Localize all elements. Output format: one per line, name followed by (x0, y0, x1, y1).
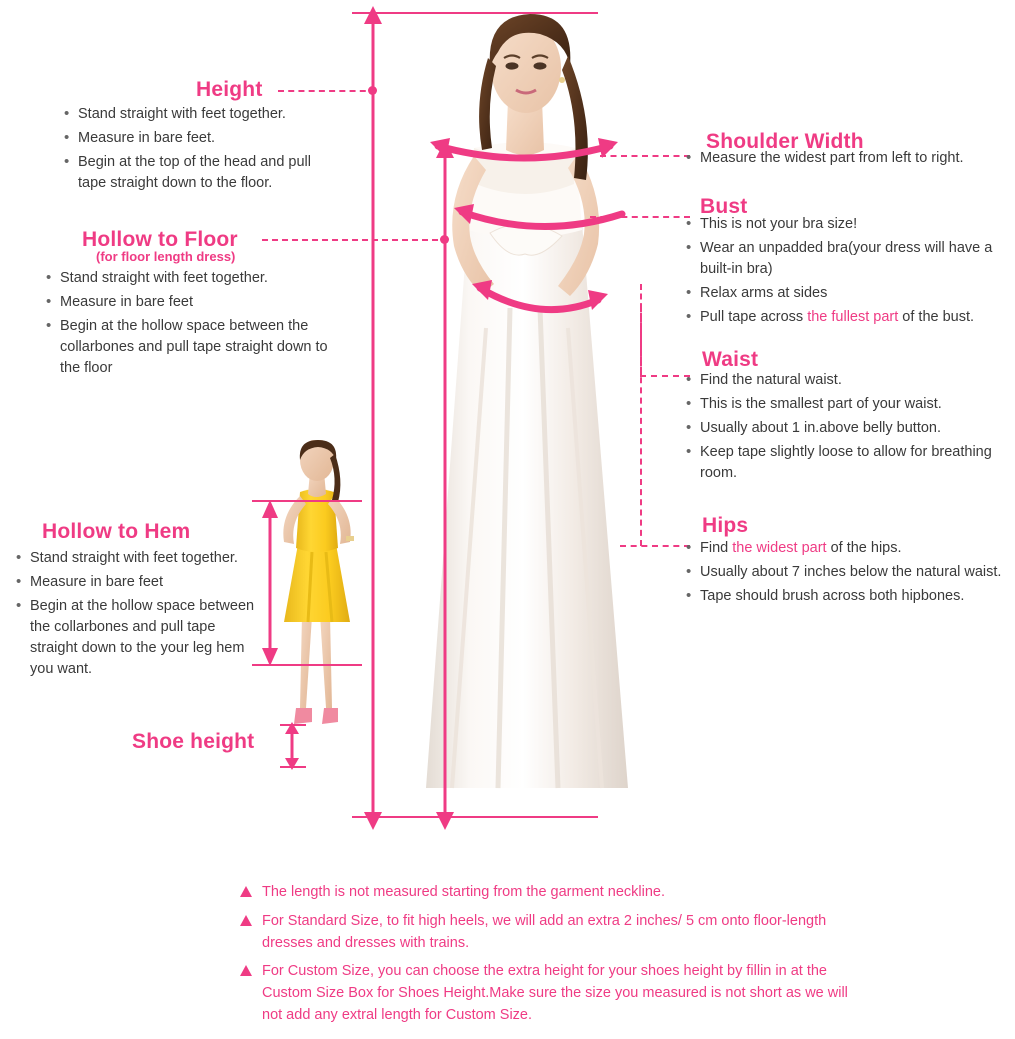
list-item: • Usually about 7 inches below the natural waist. (684, 562, 1014, 583)
note-item (240, 911, 860, 955)
hollow-to-floor-anchor-dot (440, 235, 449, 244)
hollow-to-floor-bullets (44, 268, 334, 382)
height-leader-line (278, 90, 376, 92)
list-item: • This is not your bra size! (684, 214, 1014, 235)
footer-notes (240, 882, 860, 1034)
list-item-hips-widest (684, 538, 1014, 559)
list-item: • Tape should brush across both hipbones. (684, 586, 1014, 607)
height-measure-line (358, 4, 388, 832)
note-text: The length is not measured starting from the garment neckline. (262, 884, 665, 900)
hollow-to-floor-subtitle: (for floor length dress) (96, 249, 236, 264)
warning-triangle-icon (240, 915, 252, 926)
list-item: • Wear an unpadded bra(your dress will have a built-in bra) (684, 238, 1014, 280)
bust-last-suffix: of the bust. (898, 309, 975, 326)
hips-first-prefix: Find (700, 540, 733, 556)
hollow-to-hem-bullets (14, 548, 264, 683)
list-item: • Find the natural waist. (684, 370, 1014, 391)
bust-bullets (684, 214, 1014, 331)
list-item: • This is the smallest part of your waist. (684, 394, 1014, 415)
warning-triangle-icon (240, 886, 252, 897)
list-item: • Measure the widest part from left to right. (684, 148, 1014, 169)
bust-last-highlight: the fullest part (807, 309, 899, 326)
waist-leader-horizontal (640, 375, 690, 377)
hips-title: Hips (702, 514, 749, 537)
warning-triangle-icon (240, 965, 252, 976)
note-text: For Custom Size, you can choose the extra height for your shoes height by fillin in at the Custom Size Box for Shoes Height.Make sure the size you measured is not short as we will not add any extral length for Custom Size. (262, 963, 848, 1023)
shoe-height-bottom-rule (280, 766, 306, 768)
bust-title: Bust (700, 195, 748, 218)
shoulder-width-bullets (684, 148, 1014, 172)
height-anchor-dot (368, 86, 377, 95)
list-item: • Begin at the hollow space between the collarbones and pull tape straight down to the your leg hem you want. (14, 596, 264, 680)
waist-measure (470, 278, 610, 326)
height-title: Height (196, 78, 263, 101)
bust-measure (452, 200, 632, 240)
hips-leader-vertical (640, 306, 642, 546)
bust-last-prefix: Pull tape across (700, 309, 808, 326)
list-item: • Keep tape slightly loose to allow for breathing room. (684, 442, 1014, 484)
note-text: For Standard Size, to fit high heels, we will add an extra 2 inches/ 5 cm onto floor-length dresses and dresses with trains. (262, 912, 827, 951)
height-top-rule (352, 12, 598, 14)
hollow-to-floor-title: Hollow to Floor (82, 228, 238, 251)
list-item: • Stand straight with feet together. (14, 548, 264, 569)
list-item: • Begin at the top of the head and pull tape straight down to the floor. (62, 152, 342, 194)
shoulder-leader-line (600, 155, 690, 157)
list-item: • Usually about 1 in.above belly button. (684, 418, 1014, 439)
list-item: • Begin at the hollow space between the collarbones and pull tape straight down to the floor (44, 316, 334, 379)
hollow-to-hem-title: Hollow to Hem (42, 520, 191, 543)
list-item: • Measure in bare feet (44, 292, 334, 313)
list-item: • Measure in bare feet. (62, 128, 342, 149)
shoulder-width-title: Shoulder Width (706, 130, 864, 153)
list-item: • Relax arms at sides (684, 283, 1014, 304)
floor-rule (352, 816, 598, 818)
note-item (240, 961, 860, 1026)
list-item: • Stand straight with feet together. (62, 104, 342, 125)
shoe-height-title: Shoe height (132, 730, 255, 753)
note-item (240, 882, 860, 904)
bust-leader-line (590, 216, 690, 218)
list-item: • Stand straight with feet together. (44, 268, 334, 289)
hollow-to-floor-leader-line (262, 239, 448, 241)
waist-title: Waist (702, 348, 759, 371)
hips-first-highlight: the widest part (732, 540, 827, 556)
hips-leader-horizontal (620, 545, 690, 547)
list-item: • Measure in bare feet (14, 572, 264, 593)
shoulder-width-measure (424, 136, 624, 170)
hips-bullets (684, 538, 1014, 610)
waist-bullets (684, 370, 1014, 487)
height-bullets (62, 104, 342, 197)
shoe-height-measure-line (282, 722, 302, 770)
shoe-height-top-rule (280, 724, 306, 726)
list-item-bust-fullest (684, 307, 1014, 328)
hips-first-suffix: of the hips. (826, 540, 902, 556)
